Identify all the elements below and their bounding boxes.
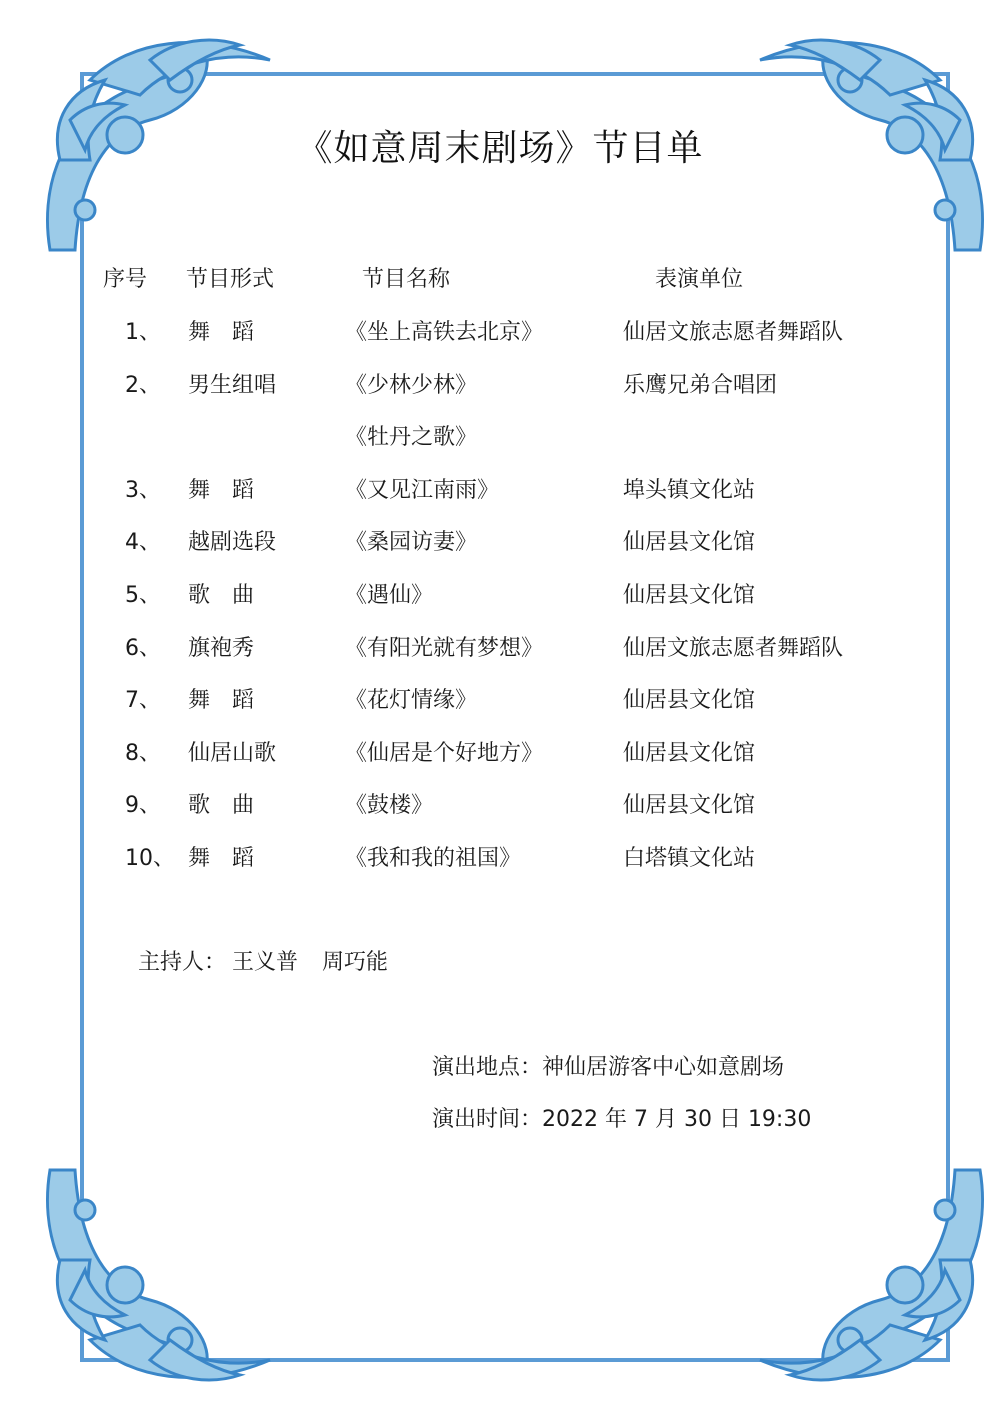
row-performer: 仙居县文化馆: [623, 688, 756, 714]
row-form: 旗袍秀: [188, 635, 255, 661]
host-label: 主持人：: [138, 950, 227, 975]
row-program-name: 《花灯情缘》: [345, 688, 478, 714]
row-number: 2、: [125, 372, 161, 398]
corner-ornament-bottom-right: [750, 1140, 1000, 1400]
row-number: 9、: [125, 793, 161, 819]
page-title: 《如意周末剧场》节目单: [296, 128, 704, 169]
row-program-name: 《仙居是个好地方》: [345, 740, 544, 766]
header-form: 节目形式: [186, 267, 275, 292]
row-program-name: 《遇仙》: [345, 583, 434, 608]
row-form: 舞 蹈: [188, 688, 255, 714]
row-program-name: 《我和我的祖国》: [345, 846, 522, 871]
row-form: 仙居山歌: [188, 740, 277, 766]
venue-line: 演出地点：神仙居游客中心如意剧场: [432, 1055, 785, 1080]
row-program-name: 《鼓楼》: [345, 793, 434, 819]
row-program-name: 《有阳光就有梦想》: [345, 635, 544, 661]
header-unit: 表演单位: [655, 267, 744, 292]
corner-ornament-bottom-left: [30, 1140, 280, 1400]
header-name: 节目名称: [362, 267, 451, 292]
row-number: 5、: [125, 583, 161, 608]
host-line: [138, 945, 394, 976]
row-performer: 埠头镇文化站: [623, 477, 756, 503]
row-form: 舞 蹈: [188, 846, 255, 871]
row-performer: 仙居县文化馆: [623, 793, 756, 819]
row-program-name: 《坐上高铁去北京》: [345, 320, 544, 345]
row-number: 3、: [125, 477, 161, 503]
row-program-name: 《牡丹之歌》: [345, 425, 478, 451]
row-program-name: 《桑园访妻》: [345, 530, 478, 556]
row-program-name: 《又见江南雨》: [345, 477, 500, 503]
row-form: 歌 曲: [188, 793, 255, 819]
row-performer: 白塔镇文化站: [623, 846, 756, 871]
row-program-name: 《少林少林》: [345, 372, 478, 398]
host-name: 王义普: [232, 950, 299, 975]
row-performer: 仙居文旅志愿者舞蹈队: [623, 635, 844, 661]
row-number: 1、: [125, 320, 161, 345]
row-performer: 乐鹰兄弟合唱团: [623, 372, 778, 398]
row-form: 男生组唱: [188, 372, 277, 398]
row-performer: 仙居县文化馆: [623, 530, 756, 556]
row-performer: 仙居文旅志愿者舞蹈队: [623, 320, 844, 345]
row-number: 8、: [125, 740, 161, 766]
row-number: 4、: [125, 530, 161, 556]
header-no: 序号: [103, 267, 148, 292]
row-number: 6、: [125, 635, 161, 661]
row-number: 7、: [125, 688, 161, 714]
host-name: 周巧能: [322, 950, 389, 975]
row-form: 舞 蹈: [188, 320, 255, 345]
showtime-line: 演出时间：2022 年 7 月 30 日 19:30: [432, 1107, 812, 1132]
row-performer: 仙居县文化馆: [623, 740, 756, 766]
row-form: 歌 曲: [188, 583, 255, 608]
row-performer: 仙居县文化馆: [623, 583, 756, 608]
row-form: 越剧选段: [188, 530, 277, 556]
row-form: 舞 蹈: [188, 477, 255, 503]
row-number: 10、: [125, 846, 175, 871]
